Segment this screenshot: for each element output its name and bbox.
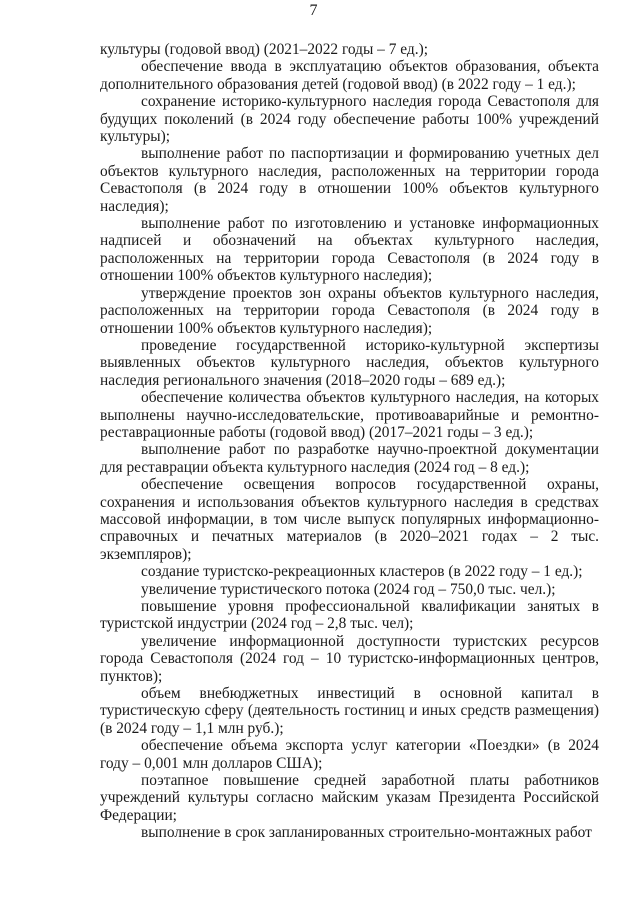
paragraph: обеспечение освещения вопросов государственной охраны, сохранения и использования объектов культурного наследия в средствах массовой информации, в том числе выпуск популярных информационно-справочных и печатных материалов (в 2020–2021 годах – 2 тыс. экземпляров); [100, 476, 599, 563]
paragraph: увеличение туристического потока (2024 год – 750,0 тыс. чел.); [141, 580, 556, 598]
paragraph: выполнение в срок запланированных строительно-монтажных работ [141, 824, 592, 842]
page-number: 7 [309, 2, 318, 19]
paragraph: проведение государственной историко-культурной экспертизы выявленных объектов культурного наследия, объектов культурного наследия регионального значения (2018–2020 годы – 689 ед.); [100, 336, 599, 389]
paragraph: выполнение работ по разработке научно-проектной документации для реставрации объекта культурного наследия (2024 год – 8 ед.); [100, 441, 599, 476]
paragraph: выполнение работ по изготовлению и установке информационных надписей и обозначений на объектах культурного наследия, расположенных на территории города Севастополя (в 2024 году в отношении 100% объектов культурного наследия); [100, 215, 599, 285]
paragraph: обеспечение объема экспорта услуг категории «Поездки» (в 2024 году – 0,001 млн долларов США); [100, 737, 599, 772]
paragraph: увеличение информационной доступности туристских ресурсов города Севастополя (2024 год – 10 туристско-информационных центров, пунктов); [100, 632, 599, 685]
paragraph: выполнение работ по паспортизации и формированию учетных дел объектов культурного наследия, расположенных на территории города Севастополя (в 2024 году в отношении 100% объектов культурного наследия); [100, 145, 599, 215]
paragraph: поэтапное повышение средней заработной платы работников учреждений культуры согласно майским указам Президента Российской Федерации; [100, 772, 599, 824]
paragraph: обеспечение количества объектов культурного наследия, на которых выполнены научно-исследовательские, противоаварийные и ремонтно-реставрационные работы (годовой ввод) (2017–2021 годы – 3 ед.); [100, 389, 599, 441]
paragraph: создание туристско-рекреационных кластеров (в 2022 году – 1 ед.); [141, 563, 583, 581]
paragraph: обеспечение ввода в эксплуатацию объектов образования, объекта дополнительного образования детей (годовой ввод) (в 2022 году – 1 ед.); [100, 58, 599, 93]
paragraph: сохранение историко-культурного наследия города Севастополя для будущих поколений (в 2024 году обеспечение работы 100% учреждений культуры); [100, 93, 599, 146]
document-body [100, 41, 599, 842]
paragraph: объем внебюджетных инвестиций в основной капитал в туристическую сферу (деятельность гостиниц и иных средств размещения) (в 2024 году – 1,1 млн руб.); [100, 685, 599, 737]
paragraph-continuation: культуры (годовой ввод) (2021–2022 годы – 7 ед.); [100, 41, 428, 58]
paragraph: утверждение проектов зон охраны объектов культурного наследия, расположенных на территории города Севастополя (в 2024 году в отношении 100% объектов культурного наследия); [100, 284, 599, 337]
paragraph: повышение уровня профессиональной квалификации занятых в туристской индустрии (2024 год – 2,8 тыс. чел); [100, 598, 599, 633]
